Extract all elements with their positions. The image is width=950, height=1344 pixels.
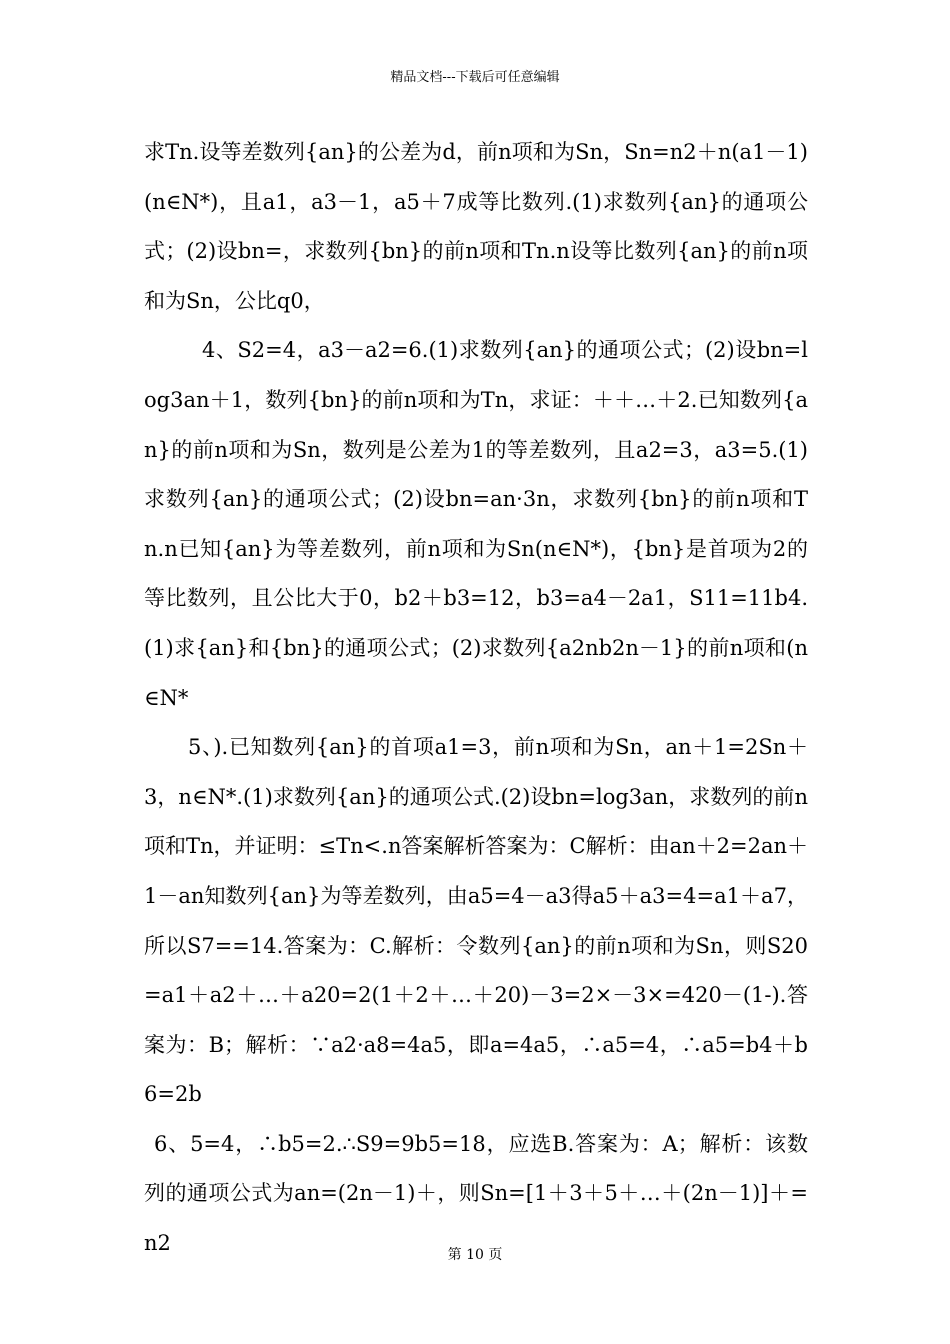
paragraph-1: 求Tn.设等差数列{an}的公差为d，前n项和为Sn，Sn=n2＋n(a1－1)(n∈N*)，且a1，a3－1，a5＋7成等比数列.(1)求数列{an}的通项公式；(2)设bn=，求数列{bn}的前n项和Tn.n设等比数列{an}的前n项和为Sn，公比q0， (144, 140, 808, 313)
paragraph-4: 6、5=4，∴b5=2.∴S9=9b5=18，应选B.答案为：A；解析：该数列的通项公式为an=(2n－1)＋，则Sn=[1＋3＋5＋…＋(2n－1)]＋=n2 (144, 1131, 808, 1256)
document-body (144, 128, 808, 1269)
page-header: 精品文档---下载后可任意编辑 (390, 70, 560, 85)
paragraph-3: 5、).已知数列{an}的首项a1=3，前n项和为Sn，an＋1=2Sn＋3，n∈N*.(1)求数列{an}的通项公式.(2)设bn=log3an，求数列的前n项和Tn，并证明：≤Tn<.n答案解析答案为：C解析：由an＋2=2an＋1－an知数列{an}为等差数列，由a5=4－a3得a5＋a3=4=a1＋a7，所以S7==14.答案为：C.解析：令数列{an}的前n项和为Sn，则S20=a1＋a2＋…＋a20=2(1＋2＋…＋20)－3=2×－3×=420－(1-).答案为：B；解析：∵a2·a8=4a5，即a=4a5，∴a5=4，∴a5=b4＋b6=2b (144, 735, 808, 1107)
page-number: 第 10 页 (447, 1247, 503, 1263)
paragraph-2: 4、S2=4，a3－a2=6.(1)求数列{an}的通项公式；(2)设bn=log3an＋1，数列{bn}的前n项和为Tn，求证：＋＋…＋2.已知数列{an}的前n项和为Sn，数列是公差为1的等差数列，且a2=3，a3=5.(1)求数列{an}的通项公式；(2)设bn=an·3n，求数列{bn}的前n项和Tn.n已知{an}为等差数列，前n项和为Sn(n∈N*)，{bn}是首项为2的等比数列，且公比大于0，b2＋b3=12，b3=a4－2a1，S11=11b4.(1)求{an}和{bn}的通项公式；(2)求数列{a2nb2n－1}的前n项和(n∈N* (144, 338, 808, 710)
